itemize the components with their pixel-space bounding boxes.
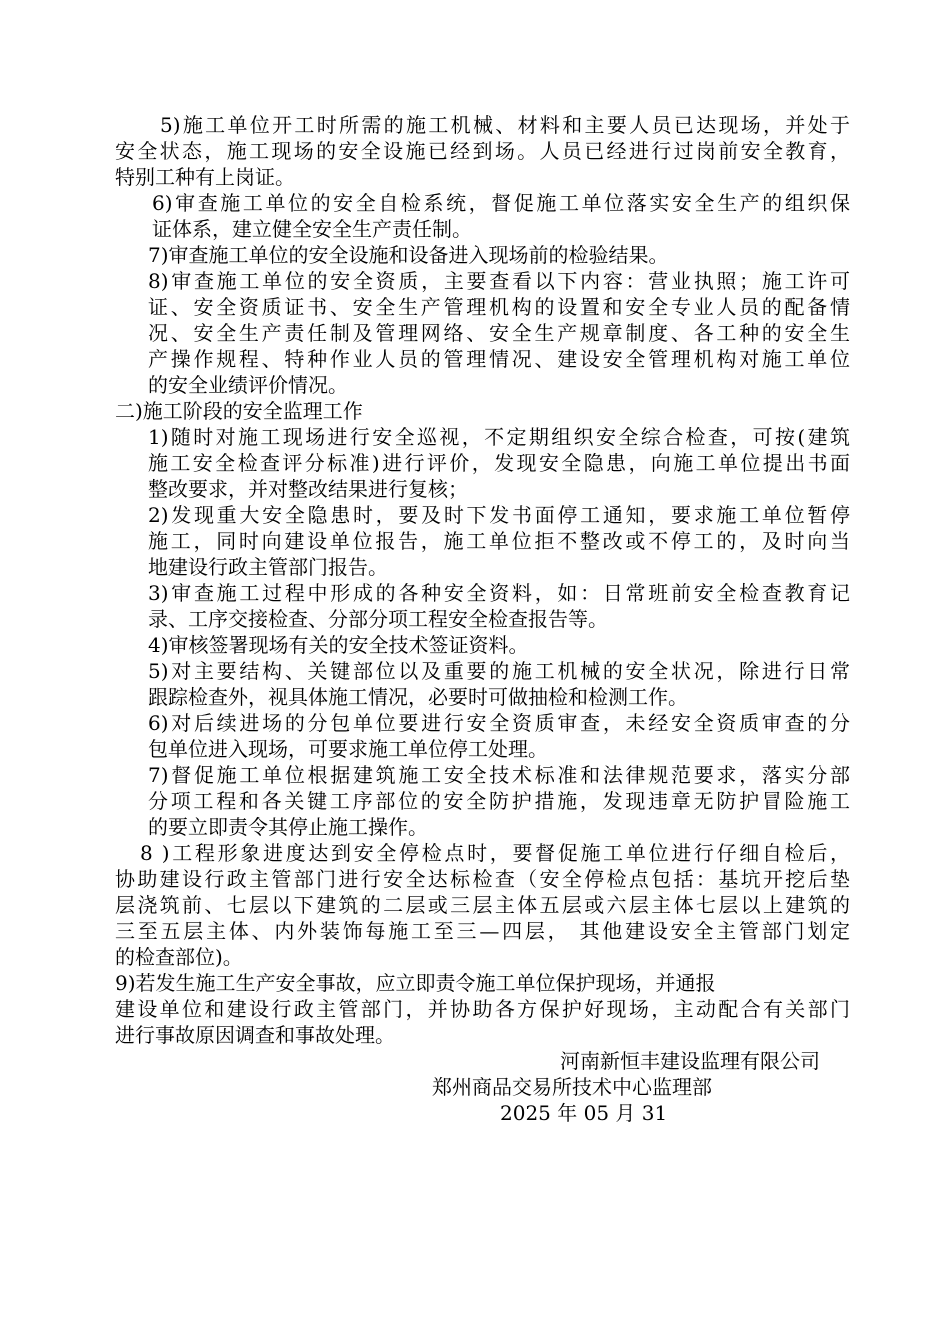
text-line: 证、安全资质证书、安全生产管理机构的设置和安全专业人员的配备情 (148, 295, 850, 319)
text-line: 的安全业绩评价情况。 (148, 373, 348, 397)
text-line: 录、工序交接检查、分部分项工程安全检查报告等。 (148, 607, 608, 631)
text-line: 进行事故原因调查和事故处理。 (115, 1023, 395, 1047)
signature-company: 河南新恒丰建设监理有限公司 (560, 1049, 820, 1073)
text-line: 建设单位和建设行政主管部门，并协助各方保护好现场，主动配合有关部门 (115, 997, 850, 1021)
text-line: 施工，同时向建设单位报告，施工单位拒不整改或不停工的，及时向当 (148, 529, 850, 553)
text-line: 8 )工程形象进度达到安全停检点时，要督促施工单位进行仔细自检后， (140, 841, 850, 865)
text-line: 包单位进入现场，可要求施工单位停工处理。 (148, 737, 548, 761)
signature-department: 郑州商品交易所技术中心监理部 (432, 1075, 712, 1099)
signature-date: 2025 年 05 月 31 (500, 1101, 668, 1125)
text-line: 5)施工单位开工时所需的施工机械、材料和主要人员已达现场，并处于 (160, 113, 850, 137)
text-line: 的要立即责令其停止施工操作。 (148, 815, 428, 839)
text-line: 施工安全检查评分标准)进行评价，发现安全隐患，向施工单位提出书面 (148, 451, 850, 475)
text-line: 安全状态，施工现场的安全设施已经到场。人员已经进行过岗前安全教育， (115, 139, 850, 163)
text-line: 层浇筑前、七层以下建筑的二层或三层主体五层或六层主体七层以上建筑的 (115, 893, 850, 917)
text-line: 4)审核签署现场有关的安全技术签证资料。 (148, 633, 529, 657)
text-line: 特别工种有上岗证。 (115, 165, 295, 189)
text-line: 6)对后续进场的分包单位要进行安全资质审查，未经安全资质审查的分 (148, 711, 850, 735)
text-line: 三至五层主体、内外装饰每施工至三—四层， 其他建设安全主管部门划定 (115, 919, 850, 943)
text-line: 5)对主要结构、关键部位以及重要的施工机械的安全状况，除进行日常 (148, 659, 850, 683)
text-line: 7)督促施工单位根据建筑施工安全技术标准和法律规范要求，落实分部 (148, 763, 850, 787)
text-line: 协助建设行政主管部门进行安全达标检查（安全停检点包括：基坑开挖后垫 (115, 867, 850, 891)
text-line: 地建设行政主管部门报告。 (148, 555, 388, 579)
text-line: 况、安全生产责任制及管理网络、安全生产规章制度、各工种的安全生 (148, 321, 850, 345)
text-line: 3)审查施工过程中形成的各种安全资料，如：日常班前安全检查教育记 (148, 581, 850, 605)
text-line: 整改要求，并对整改结果进行复核； (148, 477, 468, 501)
text-line: 二)施工阶段的安全监理工作 (115, 399, 363, 423)
text-line: 跟踪检查外，视具体施工情况，必要时可做抽检和检测工作。 (148, 685, 688, 709)
text-line: 9)若发生施工生产安全事故，应立即责令施工单位保护现场，并通报 (115, 971, 716, 995)
text-line: 8)审查施工单位的安全资质，主要查看以下内容：营业执照；施工许可 (148, 269, 850, 293)
text-line: 2)发现重大安全隐患时，要及时下发书面停工通知，要求施工单位暂停 (148, 503, 850, 527)
text-line: 1)随时对施工现场进行安全巡视，不定期组织安全综合检查，可按(建筑 (148, 425, 850, 449)
text-line: 分项工程和各关键工序部位的安全防护措施，发现违章无防护冒险施工 (148, 789, 850, 813)
text-line: 6)审查施工单位的安全自检系统，督促施工单位落实安全生产的组织保 (152, 191, 850, 215)
text-line: 产操作规程、特种作业人员的管理情况、建设安全管理机构对施工单位 (148, 347, 850, 371)
text-line: 证体系，建立健全安全生产责任制。 (152, 217, 472, 241)
text-line: 7)审查施工单位的安全设施和设备进入现场前的检验结果。 (148, 243, 669, 267)
text-line: 的检查部位)。 (115, 945, 243, 969)
